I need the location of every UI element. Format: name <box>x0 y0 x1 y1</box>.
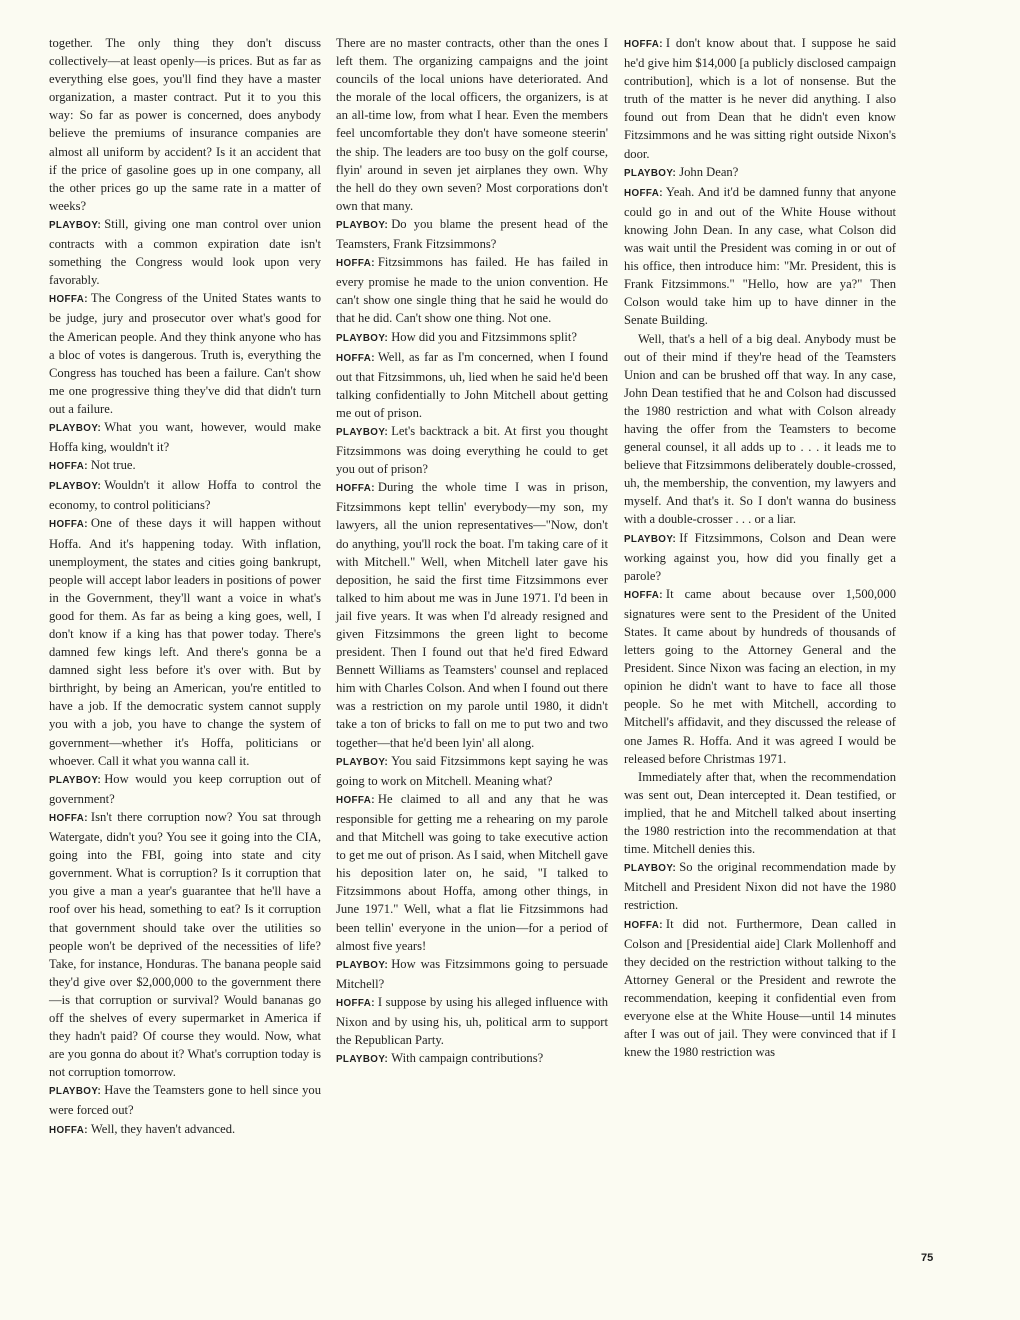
paragraph <box>336 1049 608 1069</box>
speaker-label: HOFFA: <box>49 519 88 531</box>
paragraph-text: Wouldn't it allow Hoffa to control the economy, to control politicians? <box>49 478 321 513</box>
paragraph-text: So the original recommendation made by Mitchell and President Nixon did not have the 1980 restriction. <box>624 860 896 913</box>
text-column-1 <box>49 34 321 1140</box>
paragraph <box>336 993 608 1049</box>
paragraph-text: How would you keep corruption out of government? <box>49 771 321 806</box>
paragraph <box>624 183 896 330</box>
text-column-3 <box>624 34 896 1061</box>
paragraph-text: It came about because over 1,500,000 signatures were sent to the President of the United States. It came about by hundreds of thousands of letters going to the Attorney General and the President. Since Nixon was facing an election, in my opinion he didn't want to have to face all those people. So he met with Mitchell, according to Mitchell's affidavit, and they discussed the release of one James R. Hoffa. And it was agreed I would be released before Christmas 1971. <box>624 586 896 766</box>
paragraph-text: Fitzsimmons has failed. He has failed in every promise he made to the union convention. He can't show one single thing that he said he would do that he did. Can't show one thing. Not one. <box>336 255 608 326</box>
speaker-label: PLAYBOY: <box>49 481 102 493</box>
paragraph <box>49 418 321 456</box>
paragraph <box>49 1120 321 1140</box>
paragraph-text: You said Fitzsimmons kept saying he was going to work on Mitchell. Meaning what? <box>336 753 608 788</box>
paragraph <box>49 476 321 514</box>
paragraph-text: Isn't there corruption now? You sat through Watergate, didn't you? You see it going into the CIA, going into the FBI, going into state and city government. What is corruption? Is it corruption that you give a man a year's guarantee that he'll have a roof over his head, something to eat? Is it corruption that government should take over the utilities so people won't be deprived of the necessities of life? Take, for instance, Honduras. The banana people said they'd give over $2,000,000 to the government there—is that corruption or survival? Would bananas go off the shelves of every supermarket in America if they hadn't paid? Of course they would. Now, what are you gonna do about it? What's corruption today is not corruption tomorrow. <box>49 809 321 1080</box>
paragraph <box>624 858 896 914</box>
text-column-2 <box>336 34 608 1069</box>
speaker-label: PLAYBOY: <box>49 219 102 231</box>
speaker-label: HOFFA: <box>624 39 663 50</box>
paragraph <box>624 529 896 585</box>
paragraph-text: How did you and Fitzsimmons split? <box>391 329 577 344</box>
paragraph <box>624 768 896 858</box>
speaker-label: PLAYBOY: <box>624 167 677 179</box>
paragraph <box>624 163 896 183</box>
paragraph-text: Well, that's a hell of a big deal. Anybody must be out of their mind if they're head of the Teamsters Union and can be brushed off that way. In any case, John Dean testified that he and Colson had discussed the 1980 restriction and what with Colson already having the offer from the Teamsters to become general counsel, it all adds up to . . . it leads me to believe that Fitzsimmons deliberately double-crossed, uh, the membership, the convention, my lawyers and myself. And that's it. So I don't wanna do business with a double-crosser . . . or a liar. <box>624 331 896 527</box>
paragraph <box>624 915 896 1062</box>
speaker-label: HOFFA: <box>49 461 88 473</box>
paragraph-text: If Fitzsimmons, Colson and Dean were working against you, how did you finally get a parole? <box>624 530 896 583</box>
paragraph-text: Let's backtrack a bit. At first you thought Fitzsimmons was doing everything he could to get you out of prison? <box>336 423 608 477</box>
paragraph <box>336 348 608 422</box>
speaker-label: PLAYBOY: <box>336 756 389 768</box>
speaker-label: PLAYBOY: <box>49 774 102 786</box>
paragraph <box>336 215 608 253</box>
paragraph <box>49 34 321 215</box>
speaker-label: PLAYBOY: <box>336 426 389 438</box>
speaker-label: PLAYBOY: <box>49 1086 102 1098</box>
paragraph-text: Not true. <box>90 458 136 473</box>
paragraph <box>49 215 321 289</box>
speaker-label: HOFFA: <box>336 483 375 495</box>
speaker-label: PLAYBOY: <box>336 332 389 344</box>
speaker-label: HOFFA: <box>336 352 375 364</box>
paragraph <box>336 422 608 478</box>
paragraph-text: How was Fitzsimmons going to persuade Mitchell? <box>336 956 608 991</box>
paragraph-text: John Dean? <box>679 164 739 179</box>
paragraph <box>624 585 896 768</box>
paragraph-text: What you want, however, would make Hoffa king, wouldn't it? <box>49 419 321 455</box>
speaker-label: HOFFA: <box>49 812 88 824</box>
speaker-label: HOFFA: <box>624 187 663 199</box>
paragraph-text: It did not. Furthermore, Dean called in Colson and [Presidential aide] Clark Mollenhoff and they decided on the restriction without talking to the Attorney General or the President and rewrote the recommendation, keeping it confidential even from everyone else at the White House—until 14 minutes after I was out of jail. They were convinced that if I knew the 1980 restriction was <box>624 916 896 1060</box>
paragraph-text: He claimed to all and any that he was responsible for getting me a rehearing on my parole and that Mitchell was going to take executive action to get me out of prison. As I said, when Mitchell gave his deposition later on, he said, "I talked to Fitzsimmons about Hoffa, among other things, in June 1971." Well, what a flat lie Fitzsimmons had been tellin' everyone in the union—for a period of almost five years! <box>336 791 608 953</box>
paragraph-text: Well, as far as I'm concerned, when I found out that Fitzsimmons, uh, lied when he said he'd been talking confidentially to John Mitchell about getting me out of prison. <box>336 349 608 420</box>
paragraph-text: During the whole time I was in prison, Fitzsimmons kept tellin' everybody—my son, my lawyers, all the union representatives—"Now, don't do anything, you'll rock the boat. I'm taking care of it with Mitchell." Well, when Mitchell later gave his deposition, he said the first time Fitzsimmons ever talked to him about me was in June 1971. I'd been in jail five years. It was when I'd already resigned and given Fitzsimmons the green light to become president. Then I found out that he'd fired Edward Bennett Williams as Teamsters' counsel and replaced him with Charles Colson. And when I found out there was a restriction on my parole until 1980, it didn't take a ton of bricks to fall on me to put two and two together—that he'd been lyin' all along. <box>336 480 608 750</box>
paragraph-text: Immediately after that, when the recommendation was sent out, Dean intercepted it. Dean testified, or implied, that he and Mitchell talked about inserting the 1980 restriction into the recommendation at that time. Mitchell denies this. <box>624 769 896 857</box>
speaker-label: HOFFA: <box>49 1124 88 1136</box>
paragraph <box>336 34 608 215</box>
paragraph <box>49 770 321 808</box>
paragraph <box>336 955 608 993</box>
paragraph <box>336 752 608 790</box>
paragraph-text: Yeah. And it'd be damned funny that anyone could go in and out of the White House without knowing John Dean. In any case, what Colson did was wait until the President was coming in or out of his office, then introduce him: "Mr. President, this is Frank Fitzsimmons." "Hello, how are ya?" Then Colson would take him up to have dinner in the Senate Building. <box>624 184 896 328</box>
paragraph <box>336 790 608 955</box>
paragraph-text: The Congress of the United States wants to be judge, jury and prosecutor over what's good for the American people. And they think anyone who has a bloc of votes is dangerous. Truth is, everything the Congress has touched has been a failure. Can't show me one progressive thing they've did that didn't turn out a failure. <box>49 291 321 416</box>
paragraph <box>49 808 321 1081</box>
paragraph-text: There are no master contracts, other than the ones I left them. The organizing campaigns and the joint councils of the local unions have deteriorated. And the morale of the local officers, the organizers, is at an all-time low, from what I hear. Even the members feel uncomfortable they don't have someone steerin' the ship. The leaders are too busy on the golf course, flyin' around in seven jet airplanes they own. Why the hell do they own seven? Most corporations don't own that many. <box>336 36 608 213</box>
paragraph <box>624 330 896 529</box>
speaker-label: PLAYBOY: <box>624 863 677 875</box>
paragraph <box>49 289 321 418</box>
paragraph <box>49 514 321 769</box>
speaker-label: PLAYBOY: <box>336 959 389 971</box>
speaker-label: PLAYBOY: <box>49 422 102 434</box>
speaker-label: PLAYBOY: <box>624 533 677 545</box>
paragraph-text: One of these days it will happen without Hoffa. And it's happening today. With inflation, unemployment, the states and cities going bankrupt, people will accept labor leaders in positions of power in the Government, they'll want a voice in what's good for them. As far as being a king goes, well, I don't know if a king has that power today. There's damned few kings left. And there's gonna be a damned sight less before it's over with. But by birthright, by being an American, you're entitled to have a job. If the democratic system cannot supply you with a job, you have to change the system of government—whether it's Hoffa, politicians or whoever. Call it what you wanna call it. <box>49 516 321 768</box>
speaker-label: HOFFA: <box>336 258 375 270</box>
speaker-label: HOFFA: <box>336 997 375 1009</box>
speaker-label: PLAYBOY: <box>336 219 389 231</box>
paragraph-text: together. The only thing they don't discuss collectively—at least openly—is prices. But as far as everything else goes, you'll find they have a master organization, a master contract. Put it to you this way: So far as power is concerned, does anybody believe the premiums of insurance companies are almost all uniform by accident? Is it an accident that if the price of gasoline goes up in one company, all the other prices go up the same rate in a matter of weeks? <box>49 36 321 213</box>
paragraph-text: I suppose by using his alleged influence with Nixon and by using his, uh, political arm to support the Republican Party. <box>336 994 608 1048</box>
speaker-label: PLAYBOY: <box>336 1054 389 1066</box>
paragraph-text: With campaign contributions? <box>391 1051 544 1066</box>
paragraph <box>336 478 608 751</box>
speaker-label: HOFFA: <box>336 794 375 806</box>
paragraph-text: Do you blame the present head of the Teamsters, Frank Fitzsimmons? <box>336 216 608 252</box>
paragraph-text: Well, they haven't advanced. <box>90 1121 236 1136</box>
page-number: 75 <box>921 1252 934 1264</box>
paragraph-text: Still, giving one man control over union contracts with a common expiration date isn't something the Congress would look upon very favorably. <box>49 216 321 288</box>
speaker-label: HOFFA: <box>49 294 88 306</box>
paragraph-text: I don't know about that. I suppose he said he'd give him $14,000 [a publicly disclosed campaign contribution], which is a lot of nonsense. But the truth of the matter is he never did anything. I also found out from Dean that he didn't even know Fitzsimmons and he was sitting right outside Nixon's door. <box>624 36 896 161</box>
paragraph <box>49 456 321 476</box>
paragraph <box>336 253 608 327</box>
paragraph <box>624 34 896 163</box>
paragraph-text: Have the Teamsters gone to hell since you were forced out? <box>49 1083 321 1118</box>
speaker-label: HOFFA: <box>624 919 663 931</box>
speaker-label: HOFFA: <box>624 589 663 601</box>
paragraph <box>49 1081 321 1119</box>
paragraph <box>336 328 608 348</box>
